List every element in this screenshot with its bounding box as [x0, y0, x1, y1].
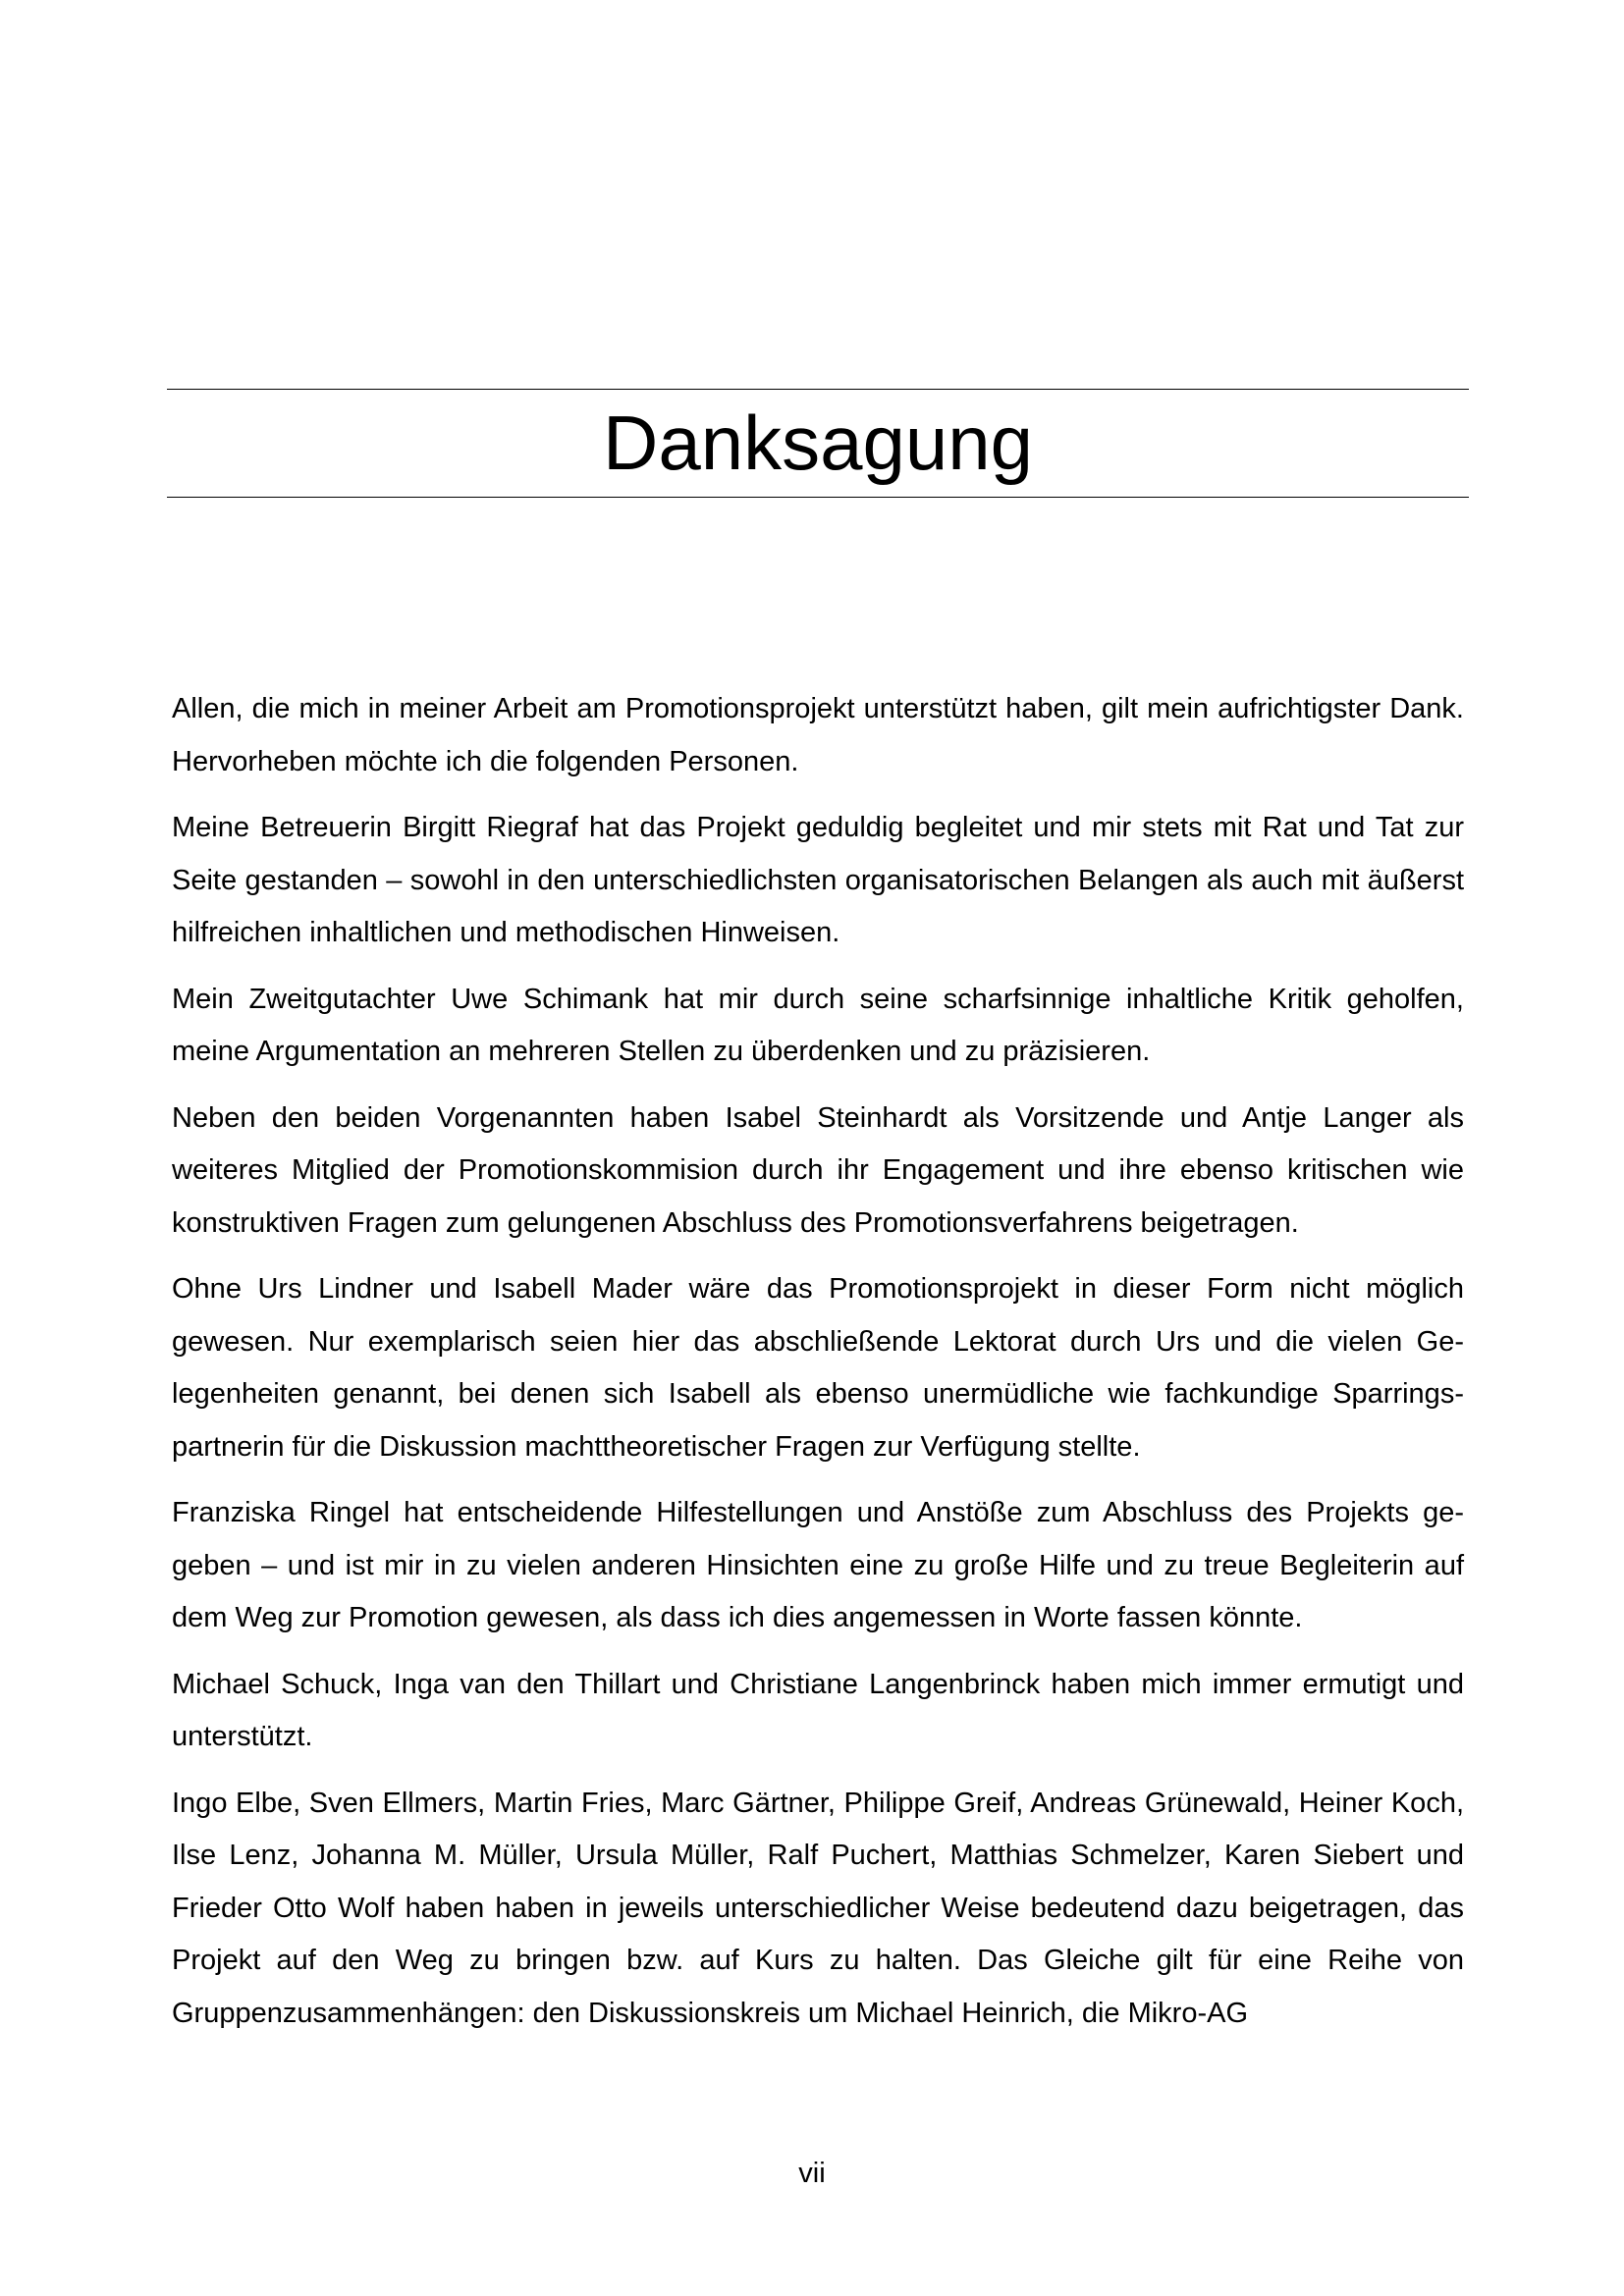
title-rule-bottom	[167, 497, 1469, 498]
paragraph: Ohne Urs Lindner und Isabell Mader wäre das Promotionsprojekt in dieser Form nicht möglich gewesen. Nur exemplarisch seien hier das abschließende Lektorat durch Urs und die vielen Gelegenheiten genannt, bei denen sich Isabell als ebenso unermüdliche wie fachkundige Sparringspartnerin für die Diskussion machttheoretischer Fragen zur Verfügung stellte.	[172, 1273, 1464, 1463]
paragraph: Michael Schuck, Inga van den Thillart und Christiane Langenbrinck haben mich immer ermutigt und unterstützt.	[172, 1668, 1464, 1752]
chapter-title: Danksagung	[603, 400, 1033, 486]
acknowledgements-body	[172, 683, 1464, 2054]
title-rule-top	[167, 389, 1469, 390]
page-number: vii	[798, 2158, 826, 2189]
paragraph: Neben den beiden Vorgenannten haben Isabel Steinhardt als Vorsitzende und Antje Langer als weiteres Mitglied der Promotionskommision durch ihr Engagement und ihre ebenso kritischen wie konstruktiven Fragen zum gelungenen Abschluss des Promotionsverfahrens beigetragen.	[172, 1101, 1464, 1239]
paragraph: Allen, die mich in meiner Arbeit am Promotionsprojekt unterstützt haben, gilt mein aufrichtigster Dank. Hervorheben möchte ich die folgenden Personen.	[172, 693, 1464, 777]
paragraph: Ingo Elbe, Sven Ellmers, Martin Fries, Marc Gärtner, Philippe Greif, Andreas Grünewald, Heiner Koch, Ilse Lenz, Johanna M. Müller, Ursula Müller, Ralf Puchert, Matthias Schmelzer, Karen Siebert und Frieder Otto Wolf haben haben in jeweils unterschiedlicher Weise bedeutend dazu beigetragen, das Projekt auf den Weg zu bringen bzw. auf Kurs zu halten. Das Gleiche gilt für eine Reihe von Gruppenzusammenhängen: den Diskussionskreis um Michael Heinrich, die Mikro-AG	[172, 1787, 1464, 2029]
paragraph: Mein Zweitgutachter Uwe Schimank hat mir durch seine scharfsinnige inhaltliche Kritik geholfen, meine Argumentation an mehreren Stellen zu überdenken und zu präzisieren.	[172, 983, 1464, 1067]
paragraph: Meine Betreuerin Birgitt Riegraf hat das Projekt geduldig begleitet und mir stets mit Rat und Tat zur Seite gestanden – sowohl in den unterschiedlichsten organisatorischen Belangen als auch mit äußerst hilfreichen inhaltlichen und methodischen Hinweisen.	[172, 812, 1464, 948]
paragraph: Franziska Ringel hat entscheidende Hilfestellungen und Anstöße zum Abschluss des Projekts gegeben – und ist mir in zu vielen anderen Hinsichten eine zu große Hilfe und zu treue Begleiterin auf dem Weg zur Promotion gewesen, als dass ich dies angemessen in Worte fassen könnte.	[172, 1497, 1464, 1633]
